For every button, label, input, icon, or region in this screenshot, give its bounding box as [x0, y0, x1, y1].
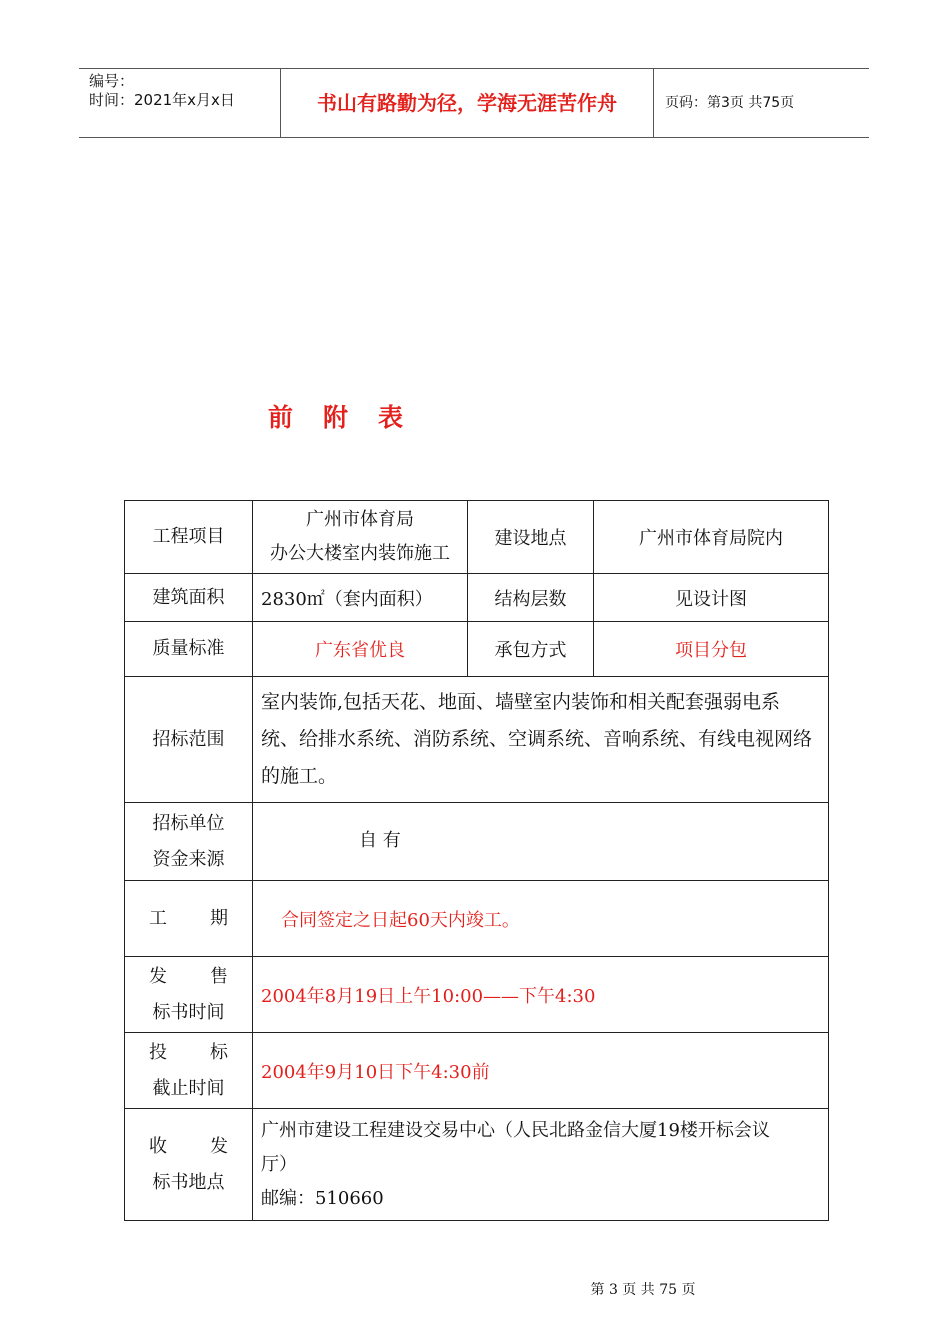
location-value — [253, 1109, 829, 1221]
appendix-table — [124, 500, 829, 1221]
page-footer: 第 3 页 共 75 页 — [590, 1282, 696, 1298]
page-header — [79, 68, 869, 138]
row-label: 建筑面积 — [125, 574, 253, 622]
document-date: 时间：2021年x月x日 — [89, 91, 235, 109]
floors-value: 见设计图 — [594, 574, 829, 622]
label-line: 资金来源 — [152, 848, 225, 870]
table-row — [125, 677, 829, 803]
label-line — [125, 1129, 252, 1165]
row-label — [125, 957, 253, 1033]
row-label — [125, 803, 253, 881]
scope-line: 室内装饰,包括天花、地面、墙壁室内装饰和相关配套强弱电系 — [261, 691, 781, 713]
label-line: 标书时间 — [152, 1001, 225, 1023]
deadline-value: 2004年9月10日下午4:30前 — [253, 1033, 829, 1109]
scope-value — [253, 677, 829, 803]
location-line: 广州市建设工程建设交易中心（人民北路金信大厦19楼开标会议 — [261, 1119, 770, 1141]
label-line: 标书地点 — [152, 1171, 225, 1193]
quality-value: 广东省优良 — [253, 622, 468, 677]
label-char: 售 — [210, 965, 228, 987]
project-line: 办公大楼室内装饰施工 — [270, 543, 450, 564]
table-row — [125, 501, 829, 574]
label-line — [125, 901, 252, 937]
funding-value: 自 有 — [253, 803, 829, 881]
label-char: 期 — [210, 907, 228, 929]
page-title: 前附表 — [268, 403, 434, 432]
label-line: 截止时间 — [152, 1077, 225, 1099]
period-value: 合同签定之日起60天内竣工。 — [253, 881, 829, 957]
row-label — [125, 1109, 253, 1221]
table-row — [125, 574, 829, 622]
header-motto: 书山有路勤为径，学海无涯苦作舟 — [281, 69, 654, 137]
table-row — [125, 957, 829, 1033]
header-page-info: 页码：第3页 共75页 — [665, 95, 795, 111]
row-label — [125, 881, 253, 957]
table-row — [125, 803, 829, 881]
project-value — [253, 501, 468, 574]
row-label: 结构层数 — [468, 574, 594, 622]
table-row — [125, 1033, 829, 1109]
table-row — [125, 622, 829, 677]
row-label: 质量标准 — [125, 622, 253, 677]
label-char: 收 — [149, 1135, 167, 1157]
location-line: 厅） — [261, 1153, 297, 1175]
postcode: 邮编：510660 — [261, 1187, 384, 1209]
table-row — [125, 1109, 829, 1221]
site-value: 广州市体育局院内 — [594, 501, 829, 574]
label-line — [125, 959, 252, 995]
label-char: 工 — [149, 907, 167, 929]
label-char: 发 — [149, 965, 167, 987]
header-meta — [79, 69, 281, 137]
scope-line: 统、给排水系统、消防系统、空调系统、音响系统、有线电视网络 — [261, 728, 813, 750]
row-label: 工程项目 — [125, 501, 253, 574]
label-line: 招标单位 — [152, 812, 225, 834]
document-number: 编号： — [89, 72, 135, 90]
sale-value: 2004年8月19日上午10:00——下午4:30 — [253, 957, 829, 1033]
scope-line: 的施工。 — [261, 765, 338, 787]
label-line — [125, 1035, 252, 1071]
label-char: 发 — [210, 1135, 228, 1157]
label-char: 投 — [149, 1041, 167, 1063]
contract-value: 项目分包 — [594, 622, 829, 677]
row-label: 承包方式 — [468, 622, 594, 677]
row-label — [125, 1033, 253, 1109]
row-label: 招标范围 — [125, 677, 253, 803]
row-label: 建设地点 — [468, 501, 594, 574]
label-char: 标 — [210, 1041, 228, 1063]
project-line: 广州市体育局 — [306, 509, 414, 530]
area-value: 2830㎡（套内面积） — [253, 574, 468, 622]
table-row — [125, 881, 829, 957]
